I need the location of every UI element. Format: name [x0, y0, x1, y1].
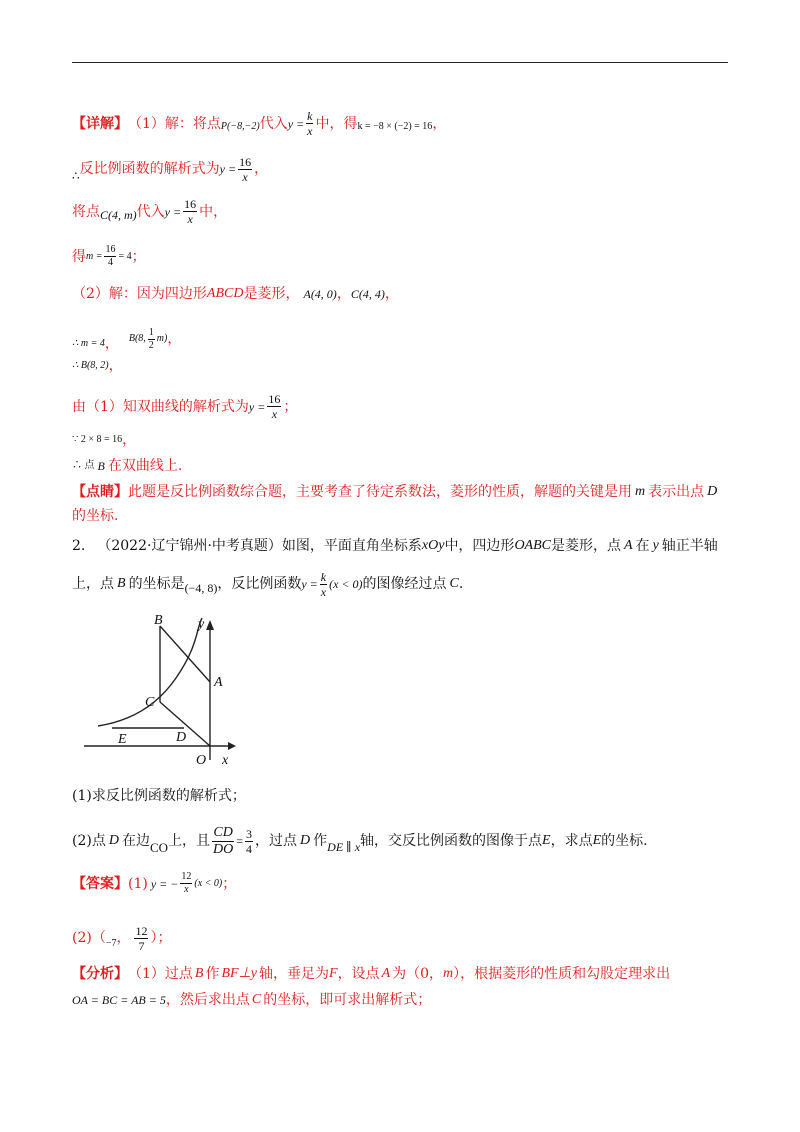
- label-b: B: [154, 613, 163, 628]
- detail-tag: 【详解】: [72, 115, 128, 132]
- segment-ba: [160, 626, 210, 682]
- label-y: y: [198, 617, 205, 632]
- fraction-k-over-x: $\frac{k}{x}$: [307, 109, 313, 138]
- detail-line-1: 【详解】 （1）解：将点 P(−8,−2) 代入 y = $\frac{k}{x}$ 中，得 k = −8 × (−2) = 16 ，: [72, 109, 447, 138]
- label-d: D: [176, 730, 187, 745]
- header-rule: [72, 62, 728, 63]
- problem2-line-2: 上，点 B 的坐标是 (−4, 8) ，反比例函数 y = $\frac{k}{x}$ (x < 0) 的图像经过点 C .: [72, 569, 464, 599]
- answer-line-1: 【答案】 (1) y = − $\frac{12}{x}$ (x < 0) ；: [72, 871, 237, 895]
- detail-line-2: ∴ 反比例函数的解析式为 y = $\frac{16}{x}$ ，: [72, 154, 269, 184]
- question-1: (1)求反比例函数的解析式；: [72, 788, 246, 804]
- analysis-line-1: 【分析】 （1）过点 B 作 BF⊥y 轴，垂足为 F ，设点 A 为（0， m ），根据菱形的性质和勾股定理求出: [72, 966, 671, 982]
- detail-line-6: ∴ m = 4 ， B(8, $\frac{1}{2}$ m) ，: [72, 326, 182, 352]
- answer-line-2: (2)（ −7 ， $\frac{12}{7}$ ）；: [72, 923, 172, 953]
- fraction-16-over-x: $\frac{16}{x}$: [239, 154, 252, 184]
- detail-line-4: 得 m = $\frac{16}{4}$ = 4 ；: [72, 244, 146, 268]
- rhombus-figure: [84, 610, 244, 772]
- detail-line-10: ∴ 点 B 在双曲线上.: [72, 458, 183, 474]
- x-axis-arrow: [228, 742, 236, 750]
- detail-line-3: 将点 C(4, m) 代入 y = $\frac{16}{x}$ 中，: [72, 197, 228, 226]
- label-x: x: [222, 753, 229, 768]
- analysis-tag: 【分析】: [72, 966, 128, 982]
- analysis-line-2: OA = BC = AB = 5 ，然后求出点 C 的坐标，即可求出解析式；: [72, 992, 432, 1008]
- comment-tag: 【点睛】: [72, 484, 128, 500]
- detail-line-7: ∴ B(8, 2) ，: [72, 358, 123, 374]
- label-a: A: [214, 675, 223, 690]
- detail-line-5: （2）解：因为四边形 ABCD 是菱形， A(4, 0) ， C(4, 4) ，: [72, 286, 399, 302]
- label-o: O: [196, 753, 207, 768]
- problem2-line-1: 2. （2022·辽宁锦州·中考真题）如图，平面直角坐标系 xOy 中，四边形 OABC 是菱形，点 A 在 y 轴正半轴: [72, 538, 718, 554]
- answer-tag: 【答案】: [72, 875, 128, 892]
- y-axis-arrow: [206, 620, 214, 630]
- detail-line-9: ∵ 2 × 8 = 16 ，: [72, 432, 137, 448]
- comment-line-2: 的坐标.: [72, 508, 119, 524]
- question-2: (2)点 D 在边 CO 上，且 $\frac{CD}{DO}$ = $\frac{3}{4}$ ，过点 D 作 DE ∥ x 轴，交反比例函数的图像于点 E ，求点 E 的坐标.: [72, 824, 648, 857]
- label-c: C: [145, 695, 155, 710]
- detail-line-8: 由（1）知双曲线的解析式为 y = $\frac{16}{x}$ ；: [72, 392, 298, 421]
- comment-line-1: 【点睛】 此题是反比例函数综合题，主要考查了待定系数法，菱形的性质，解题的关键是用 m 表示出点 D: [72, 484, 718, 500]
- label-e: E: [118, 732, 127, 747]
